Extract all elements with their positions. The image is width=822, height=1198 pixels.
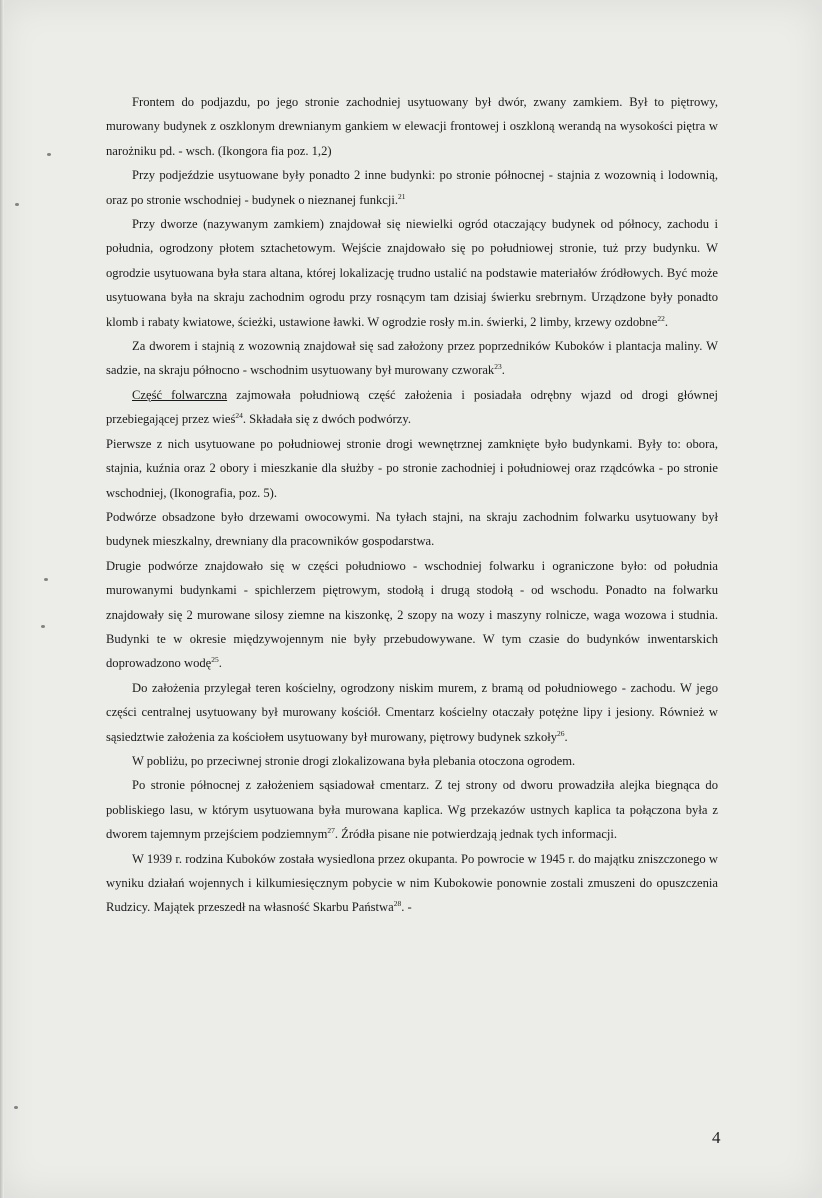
paragraph-text: Pierwsze z nich usytuowane po południowej stronie drogi wewnętrznej zamknięte było budynkami. Były to: obora, stajnia, kuźnia oraz 2 obory i mieszkanie dla służby - po stronie zachodniej i południowej oraz rządcówka - po stronie wschodniej, (Ikonografia, poz. 5).: [106, 436, 718, 500]
paragraph-text-tail: .: [218, 656, 222, 671]
paragraph-text: W pobliżu, po przeciwnej stronie drogi zlokalizowana była plebania otoczona ogrodem.: [132, 753, 576, 768]
section-heading-inline: Część folwarczna: [132, 387, 228, 402]
paragraph-text: Za dworem i stajnią z wozownią znajdował się sad założony przez poprzedników Kuboków i plantacja maliny. W sadzie, na skraju północno - wschodnim usytuowany był murowany czworak: [106, 339, 718, 378]
paragraph: [106, 90, 718, 163]
paragraph-text: W 1939 r. rodzina Kuboków została wysiedlona przez okupanta. Po powrocie w 1945 r. do majątku zniszczonego w wyniku działań wojennych i kilkumiesięcznym pobycie w nim Kubokowie ponownie zostali zmuszeni do opuszczenia Rudzicy. Majątek przeszedł na własność Skarbu Państwa: [106, 851, 718, 915]
footnote-ref: 25: [211, 655, 219, 665]
paragraph-text: Do założenia przylegał teren kościelny, ogrodzony niskim murem, z bramą od południowego - zachodu. W jego części centralnej usytuowany był murowany kościół. Cmentarz kościelny otaczały potężne lipy i jesiony. Również w sąsiedztwie założenia za kościołem usytuowany był murowany, piętrowy budynek szkoły: [106, 680, 718, 744]
paragraph: [106, 676, 718, 749]
paragraph-text: Podwórze obsadzone było drzewami owocowymi. Na tyłach stajni, na skraju zachodnim folwarku usytuowany był budynek mieszkalny, drewniany dla pracowników gospodarstwa.: [106, 509, 718, 549]
scan-edge: [0, 0, 4, 1198]
paragraph: [106, 334, 718, 383]
paragraph: [106, 432, 718, 505]
scan-speck: [47, 153, 51, 156]
paragraph: [106, 847, 718, 920]
paragraph: [106, 212, 718, 334]
footnote-ref: 26: [557, 728, 565, 738]
paragraph-text: zajmowała południową część założenia i posiadała odrębny wjazd od drogi głównej przebiegającej przez wieś: [106, 387, 718, 427]
paragraph-text: Po stronie północnej z założeniem sąsiadował cmentarz. Z tej strony od dworu prowadziła alejka biegnąca do pobliskiego lasu, w którym usytuowana była murowana kaplica. Wg przekazów ustnych kaplica ta połączona była z dworem tajemnym przejściem podziemnym: [106, 778, 718, 842]
paragraph: [106, 163, 718, 212]
scan-speck: [41, 625, 45, 628]
paragraph-text: Drugie podwórze znajdowało się w części południowo - wschodniej folwarku i ograniczone było: od południa murowanymi budynkami - spichlerzem piętrowym, stodołą i drugą stodołą - od wschodu. Ponadto na folwarku znajdowały się 2 murowane silosy ziemne na kiszonkę, 2 szopy na wozy i maszyny rolnicze, waga wozowa i studnia. Budynki te w okresie międzywojennym nie były przebudowywane. W tym czasie do budynków inwentarskich doprowadzono wodę: [106, 558, 718, 671]
paragraph: [106, 383, 718, 432]
paragraph: [106, 554, 718, 676]
paragraph: [106, 505, 718, 554]
page-number: 4: [712, 1128, 721, 1147]
paragraph: [106, 773, 718, 846]
paragraph-text-tail: .: [564, 729, 568, 744]
footnote-ref: 28: [393, 899, 402, 909]
paragraph-text-tail: .: [501, 363, 505, 378]
footnote-ref: 21: [398, 191, 406, 201]
paragraph-text: Przy podjeździe usytuowane były ponadto 2 inne budynki: po stronie północnej - stajnia z wozownią i lodownią, oraz po stronie wschodniej - budynek o nieznanej funkcji.: [106, 168, 718, 207]
footnote-ref: 23: [494, 362, 502, 372]
body-text: [106, 90, 718, 920]
paragraph-text-tail: . Źródła pisane nie potwierdzają jednak tych informacji.: [334, 827, 618, 842]
scan-speck: [14, 1106, 18, 1109]
paragraph: [106, 749, 718, 773]
paragraph-text: Frontem do podjazdu, po jego stronie zachodniej usytuowany był dwór, zwany zamkiem. Był to piętrowy, murowany budynek z oszklonym drewnianym gankiem w elewacji frontowej i oszkloną werandą na wysokości piętra w narożniku pd. - wsch. (Ikongora fia poz. 1,2): [106, 95, 718, 158]
footnote-ref: 22: [657, 313, 665, 323]
paragraph-text-tail: .: [664, 314, 668, 329]
paragraph-text: Przy dworze (nazywanym zamkiem) znajdował się niewielki ogród otaczający budynek od północy, zachodu i południa, ogrodzony płotem sztachetowym. Wejście znajdowało się po południowej stronie, tuż przy budynku. W ogrodzie usytuowana była stara altana, której lokalizację trudno ustalić na podstawie materiałów źródłowych. Być może usytuowana była na skraju zachodnim ogrodu przy rosnącym tam dzisiaj świerku srebrnym. Urządzone były ponadto klomb i rabaty kwiatowe, ścieżki, ustawione ławki. W ogrodzie rosły m.in. świerki, 2 limby, krzewy ozdobne: [106, 217, 718, 329]
paragraph-text-tail: . Składała się z dwóch podwórzy.: [242, 412, 411, 427]
scan-speck: [44, 578, 48, 581]
footnote-ref: 27: [327, 826, 335, 836]
scan-speck: [15, 203, 19, 206]
footnote-ref: 24: [235, 411, 243, 421]
paragraph-text-tail: . -: [401, 900, 412, 915]
